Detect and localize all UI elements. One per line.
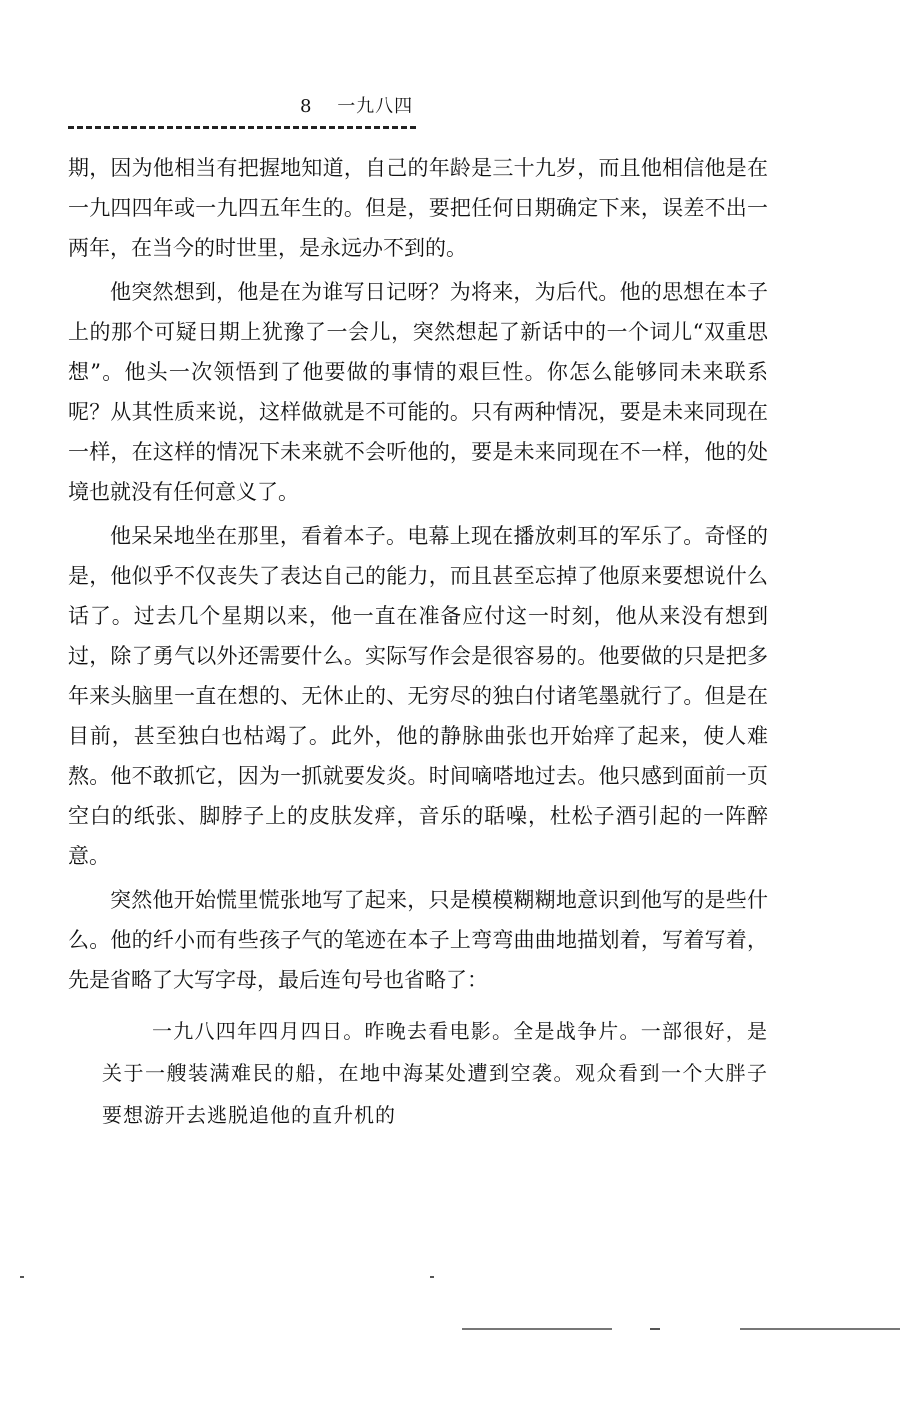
paragraph: 他呆呆地坐在那里，看着本子。电幕上现在播放刺耳的军乐了。奇怪的是，他似乎不仅丧失了表达自己的能力，而且甚至忘掉了他原来要想说什么话了。过去几个星期以来，他一直在准备应付这一时刻，他从来没有想到过，除了勇气以外还需要什么。实际写作会是很容易的。他要做的只是把多年来头脑里一直在想的、无休止的、无穷尽的独白付诸笔墨就行了。但是在目前，甚至独白也枯竭了。此外，他的静脉曲张也开始痒了起来，使人难熬。他不敢抓它，因为一抓就要发炎。时间嘀嗒地过去。他只感到面前一页空白的纸张、脚脖子上的皮肤发痒，音乐的聒噪，杜松子酒引起的一阵醉意。 <box>68 524 768 868</box>
scan-smudge <box>650 1328 660 1330</box>
scan-smudge <box>430 1276 434 1278</box>
paragraph: 他突然想到，他是在为谁写日记呀？为将来，为后代。他的思想在本子上的那个可疑日期上犹豫了一会儿，突然想起了新话中的一个词儿“双重思想”。他头一次领悟到了他要做的事情的艰巨性。你怎么能够同未来联系呢？从其性质来说，这样做就是不可能的。只有两种情况，要是未来同现在一样，在这样的情况下未来就不会听他的，要是未来同现在不一样，他的处境也就没有任何意义了。 <box>68 280 768 504</box>
scan-smudge <box>740 1328 900 1330</box>
header-rule <box>68 126 416 129</box>
running-header <box>300 92 413 118</box>
body-text <box>68 148 768 1136</box>
chapter-title: 一九八四 <box>337 96 414 117</box>
paragraph-continued: 期，因为他相当有把握地知道，自己的年龄是三十九岁，而且他相信他是在一九四四年或一九四五年生的。但是，要把任何日期确定下来，误差不出一两年，在当今的时世里，是永远办不到的。 <box>68 156 768 260</box>
paragraph: 突然他开始慌里慌张地写了起来，只是模模糊糊地意识到他写的是些什么。他的纤小而有些孩子气的笔迹在本子上弯弯曲曲地描划着，写着写着，先是省略了大写字母，最后连句号也省略了： <box>68 888 768 992</box>
diary-entry: 一九八四年四月四日。昨晚去看电影。全是战争片。一部很好，是关于一艘装满难民的船，在地中海某处遭到空袭。观众看到一个大胖子要想游开去逃脱追他的直升机的 <box>102 1019 768 1127</box>
scan-smudge <box>20 1276 24 1278</box>
page-number: 8 <box>300 96 313 117</box>
scan-smudge <box>462 1328 612 1330</box>
